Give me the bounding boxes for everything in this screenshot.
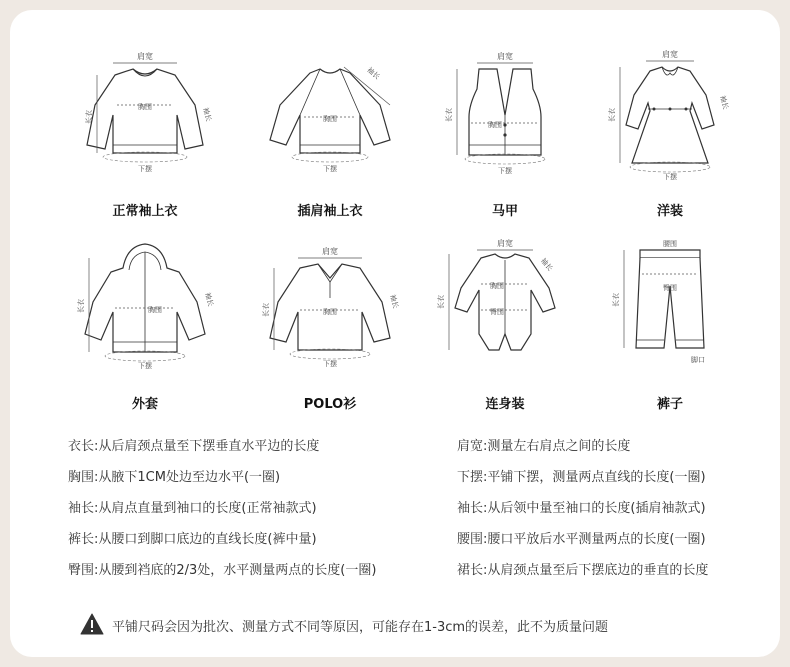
garment-dress bbox=[580, 45, 760, 219]
measure-label-hip: 臀围 bbox=[490, 308, 504, 316]
garment-pants bbox=[580, 238, 760, 412]
measure-label-chest: 胸围 bbox=[138, 103, 152, 111]
definition-right: 腰围:腰口平放后水平测量两点的长度(一圈) bbox=[457, 532, 706, 547]
measure-label-length: 长衣 bbox=[445, 108, 453, 122]
pants-illustration bbox=[580, 238, 760, 388]
size-guide-card bbox=[10, 10, 780, 657]
garment-name: 插肩袖上衣 bbox=[297, 204, 363, 219]
measure-label-sleeve: 袖长 bbox=[203, 291, 215, 308]
measure-label-shoulder: 肩宽 bbox=[497, 52, 513, 61]
romper-illustration bbox=[415, 238, 595, 388]
polo-illustration bbox=[240, 238, 420, 388]
measure-label-shoulder: 肩宽 bbox=[322, 247, 338, 256]
garment-name: POLO衫 bbox=[303, 397, 357, 412]
measure-label-chest: 胸围 bbox=[488, 121, 502, 129]
definition-row bbox=[68, 466, 748, 490]
measure-label-hem: 下摆 bbox=[323, 165, 337, 173]
measure-label-shoulder: 肩宽 bbox=[497, 239, 513, 248]
measure-label-length: 长衣 bbox=[612, 293, 620, 307]
measure-label-length: 长衣 bbox=[262, 303, 270, 317]
garment-vest bbox=[415, 45, 595, 219]
measure-label-shoulder: 肩宽 bbox=[662, 50, 678, 59]
definition-left: 衣长:从后肩颈点量至下摆垂直水平边的长度 bbox=[68, 439, 320, 454]
definition-left: 胸围:从腋下1CM处边至边水平(一圈) bbox=[68, 470, 281, 485]
measure-label-length: 长衣 bbox=[85, 110, 93, 124]
definition-row bbox=[68, 528, 748, 552]
notice-text: 平铺尺码会因为批次、测量方式不同等原因，可能存在1-3cm的误差，此不为质量问题 bbox=[112, 620, 609, 635]
measure-label-shoulder: 肩宽 bbox=[137, 52, 153, 61]
measure-label-sleeve: 袖长 bbox=[365, 65, 382, 82]
definition-left: 臀围:从腰到裆底的2/3处，水平测量两点的长度(一圈) bbox=[68, 563, 377, 578]
measure-label-waist: 腰围 bbox=[663, 240, 677, 248]
definition-right: 肩宽:测量左右肩点之间的长度 bbox=[457, 439, 631, 454]
definition-row bbox=[68, 559, 748, 583]
measure-label-sleeve: 袖长 bbox=[538, 256, 555, 273]
measure-label-chest: 胸围 bbox=[148, 306, 162, 314]
measure-label-chest: 胸围 bbox=[323, 308, 337, 316]
garment-romper bbox=[415, 238, 595, 412]
measure-label-hem: 下摆 bbox=[138, 165, 152, 173]
measure-label-chest: 胸围 bbox=[323, 115, 337, 123]
jacket-illustration bbox=[55, 238, 235, 388]
garment-name: 外套 bbox=[131, 397, 158, 412]
measure-label-hem: 下摆 bbox=[663, 173, 677, 181]
garment-name: 裤子 bbox=[656, 397, 683, 412]
definition-row bbox=[68, 497, 748, 521]
measure-label-cuff: 脚口 bbox=[691, 356, 705, 364]
measure-label-hem: 下摆 bbox=[138, 362, 152, 370]
warning-icon bbox=[80, 613, 104, 635]
measure-label-hip: 臀围 bbox=[663, 284, 677, 292]
measure-label-length: 长衣 bbox=[77, 299, 85, 313]
measure-label-sleeve: 袖长 bbox=[718, 94, 730, 111]
definition-right: 袖长:从后领中量至袖口的长度(插肩袖款式) bbox=[457, 501, 706, 516]
garment-raglan bbox=[240, 45, 420, 219]
measure-label-length: 长衣 bbox=[437, 295, 445, 309]
vest-illustration bbox=[415, 45, 595, 195]
garment-name: 连身装 bbox=[485, 397, 525, 412]
definition-left: 裤长:从腰口到脚口底边的直线长度(裤中量) bbox=[68, 532, 317, 547]
garment-name: 洋装 bbox=[656, 204, 683, 219]
measure-label-hem: 下摆 bbox=[323, 360, 337, 368]
garment-name: 正常袖上衣 bbox=[112, 204, 178, 219]
definition-row bbox=[68, 435, 748, 459]
measure-label-length: 长衣 bbox=[608, 108, 616, 122]
measure-label-chest: 胸围 bbox=[490, 282, 504, 290]
tshirt-illustration bbox=[55, 45, 235, 195]
raglan-illustration bbox=[240, 45, 420, 195]
dress-illustration bbox=[580, 45, 760, 195]
definition-left: 袖长:从肩点直量到袖口的长度(正常袖款式) bbox=[68, 501, 317, 516]
garment-polo bbox=[240, 238, 420, 412]
measure-label-hem: 下摆 bbox=[498, 167, 512, 175]
definition-right: 下摆:平铺下摆，测量两点直线的长度(一圈) bbox=[457, 470, 706, 485]
definition-right: 裙长:从肩颈点量至后下摆底边的垂直的长度 bbox=[457, 563, 709, 578]
garment-tshirt bbox=[55, 45, 235, 219]
measure-label-sleeve: 袖长 bbox=[388, 293, 400, 310]
measure-label-sleeve: 袖长 bbox=[201, 106, 213, 123]
garment-name: 马甲 bbox=[491, 204, 518, 219]
garment-jacket bbox=[55, 238, 235, 412]
